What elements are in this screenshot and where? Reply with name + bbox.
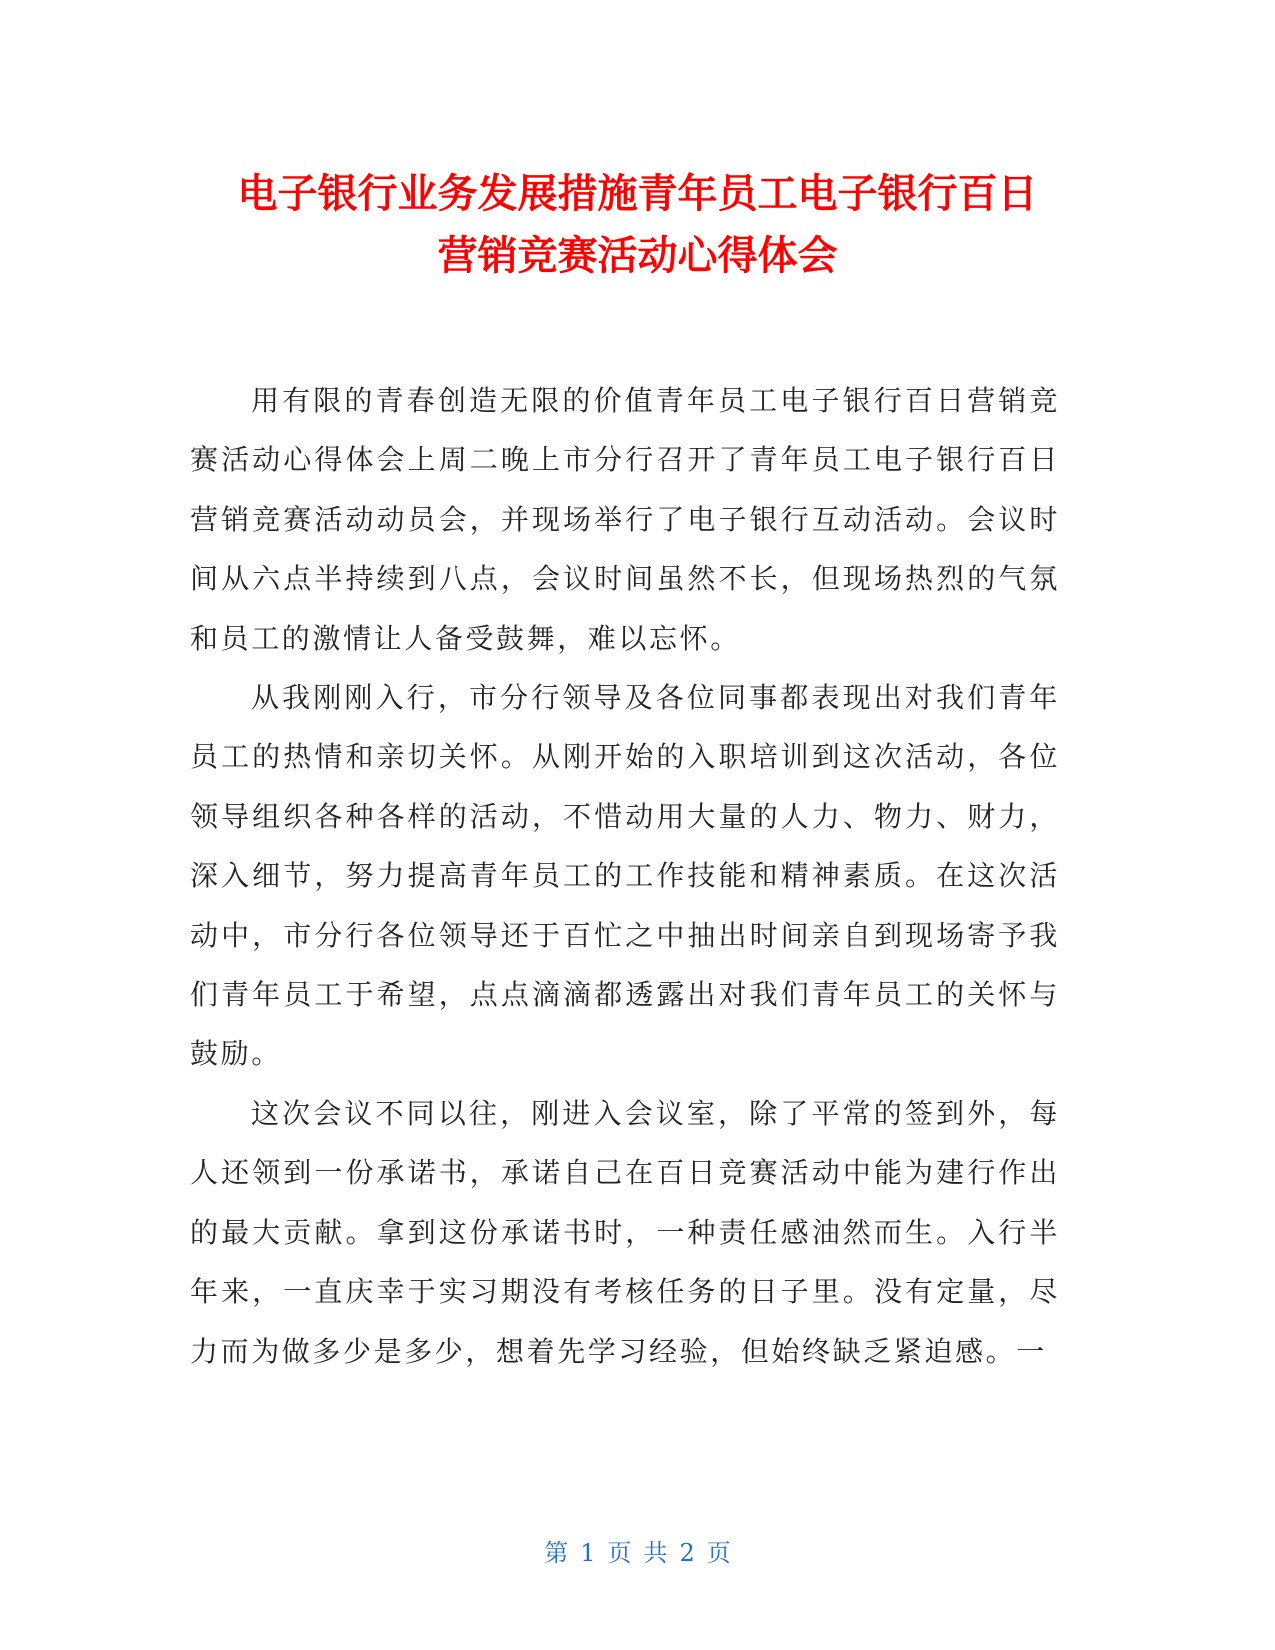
paragraph-3: 这次会议不同以往，刚进入会议室，除了平常的签到外，每人还领到一份承诺书，承诺自己在百日竞赛活动中能为建行作出的最大贡献。拿到这份承诺书时，一种责任感油然而生。入行半年来，一直庆幸于实习期没有考核任务的日子里。没有定量，尽力而为做多少是多少，想着先学习经验，但始终缺乏紧迫感。一: [190, 1096, 1060, 1368]
document-title: [150, 163, 1125, 287]
title-line-2: 营销竞赛活动心得体会: [437, 233, 838, 279]
footer-total-pages: 2: [679, 1539, 695, 1567]
paragraph-1: 用有限的青春创造无限的价值青年员工电子银行百日营销竞赛活动心得体会上周二晚上市分行召开了青年员工电子银行百日营销竞赛活动动员会，并现场举行了电子银行互动活动。会议时间从六点半持续到八点，会议时间虽然不长，但现场热烈的气氛和员工的激情让人备受鼓舞，难以忘怀。: [190, 384, 1060, 655]
title-line-1: 电子银行业务发展措施青年员工电子银行百日: [237, 171, 1038, 217]
footer-total-prefix: 共: [643, 1539, 668, 1567]
footer-current-page: 1: [580, 1539, 596, 1567]
footer-suffix: 页: [706, 1539, 731, 1567]
paragraph-2: 从我刚刚入行，市分行领导及各位同事都表现出对我们青年员工的热情和亲切关怀。从刚开始的入职培训到这次活动，各位领导组织各种各样的活动，不惜动用大量的人力、物力、财力，深入细节，努力提高青年员工的工作技能和精神素质。在这次活动中，市分行各位领导还于百忙之中抽出时间亲自到现场寄予我们青年员工于希望，点点滴滴都透露出对我们青年员工的关怀与鼓励。: [190, 681, 1060, 1071]
footer-prefix: 第: [544, 1539, 569, 1567]
document-body: [190, 371, 1060, 1381]
page-number-footer: [0, 1538, 1275, 1568]
footer-page-word: 页: [607, 1539, 632, 1567]
